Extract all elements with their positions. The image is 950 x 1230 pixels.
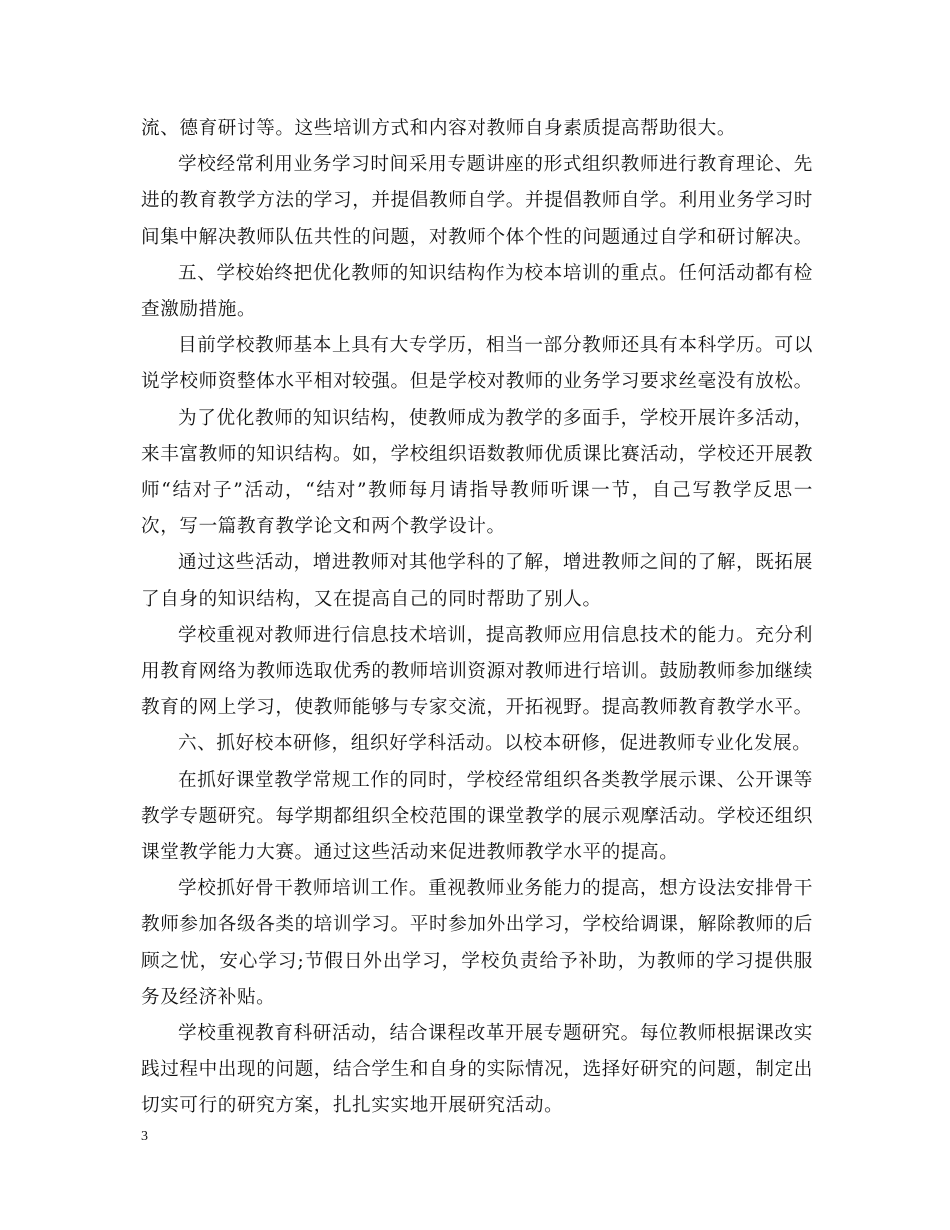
page-number: 3 — [141, 1129, 148, 1144]
paragraph-5: 为了优化教师的知识结构，使教师成为教学的多面手，学校开展许多活动，来丰富教师的知识结构。如，学校组织语数教师优质课比赛活动，学校还开展教师“结对子”活动，“结对”教师每月请指导教师听课一节，自己写教学反思一次，写一篇教育教学论文和两个教学设计。 — [141, 407, 813, 538]
paragraph-11: 学校重视教育科研活动，结合课程改革开展专题研究。每位教师根据课改实践过程中出现的问题，结合学生和自身的实际情况，选择好研究的问题，制定出切实可行的研究方案，扎扎实实地开展研究活动。 — [141, 1023, 813, 1117]
paragraph-4: 目前学校教师基本上具有大专学历，相当一部分教师还具有本科学历。可以说学校师资整体水平相对较强。但是学校对教师的业务学习要求丝毫没有放松。 — [141, 335, 813, 393]
paragraph-2: 学校经常利用业务学习时间采用专题讲座的形式组织教师进行教育理论、先进的教育教学方法的学习，并提倡教师自学。并提倡教师自学。利用业务学习时间集中解决教师队伍共性的问题，对教师个体个性的问题通过自学和研讨解决。 — [141, 154, 813, 248]
paragraph-1: 流、德育研讨等。这些培训方式和内容对教师自身素质提高帮助很大。 — [141, 118, 737, 139]
paragraph-9: 在抓好课堂教学常规工作的同时，学校经常组织各类教学展示课、公开课等教学专题研究。每学期都组织全校范围的课堂教学的展示观摩活动。学校还组织课堂教学能力大赛。通过这些活动来促进教师教学水平的提高。 — [141, 769, 813, 864]
paragraph-3-heading-five: 五、学校始终把优化教师的知识结构作为校本培训的重点。任何活动都有检查激励措施。 — [141, 262, 813, 321]
paragraph-6: 通过这些活动，增进教师对其他学科的了解，增进教师之间的了解，既拓展了自身的知识结构，又在提高自己的同时帮助了别人。 — [141, 552, 813, 610]
document-body — [141, 111, 813, 1125]
paragraph-8-heading-six: 六、抓好校本研修，组织好学科活动。以校本研修，促进教师专业化发展。 — [178, 733, 812, 755]
paragraph-7: 学校重视对教师进行信息技术培训，提高教师应用信息技术的能力。充分利用教育网络为教师选取优秀的教师培训资源对教师进行培训。鼓励教师参加继续教育的网上学习，使教师能够与专家交流，开拓视野。提高教师教育教学水平。 — [141, 624, 813, 719]
paragraph-10: 学校抓好骨干教师培训工作。重视教师业务能力的提高，想方设法安排骨干教师参加各级各类的培训学习。平时参加外出学习，学校给调课，解除教师的后顾之忧，安心学习;节假日外出学习，学校负责给予补助，为教师的学习提供服务及经济补贴。 — [141, 878, 813, 1008]
